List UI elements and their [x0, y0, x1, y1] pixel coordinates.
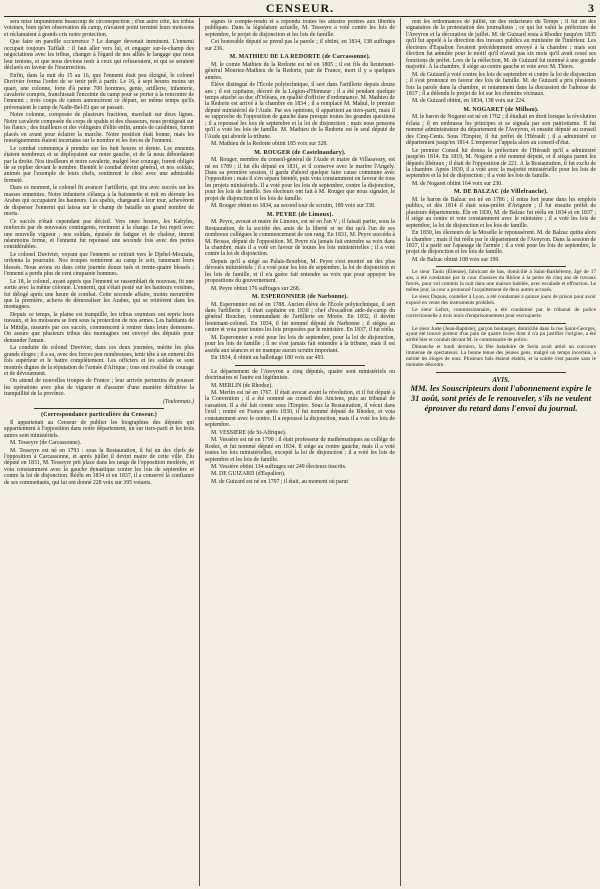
news-item: Le sieur Tanin (Étienne), fabricant de bas, domicilié à Saint-Barthélemy, âgé de 17 ans, a été condamné par la cour d'assises du Rhône à la peine de cinq ans de travaux forcés, pour vol commis la nuit dans une maison habitée, avec escalade et effraction. Le même jour, la cour a prononcé l'acquittement de deux autres accusés. — [406, 269, 596, 294]
article-paragraph: M. MERLIN (de Rhodez). — [211, 382, 273, 389]
deputy-heading: M. PEYRE (de Limoux). — [266, 211, 334, 218]
source-signature: (Toulonnais.) — [163, 398, 194, 405]
column-divider — [400, 18, 401, 886]
notice-text: MM. les Souscripteurs dont l'abonnement expire le 31 août, sont priés de le renouveler, s'ils ne veulent éprouver du retard dans l'envoi du journal. — [410, 383, 592, 413]
article-paragraph: sera mise impunément beaucoup de circonspection ; d'un autre côté, les tribus voisines, bien qu'en observation du camp, n'avaient point terminé leurs moissons et réclamaient à grands cris notre protection. — [4, 19, 194, 38]
deputy-heading: M. NOGARET (de Milhau). — [463, 106, 539, 113]
vote-result: M. de Guizard obtint, en 1834, 138 voix sur 224. — [412, 98, 526, 105]
subscription-notice — [406, 377, 596, 413]
news-item: Le sieur Dupuis, coutelier à Lyon, a été condamné à quinze jours de prison pour avoir exposé en vente des instruments prohibés. — [406, 293, 596, 306]
article-paragraph: Notre colonne, composée de plusieurs fractions, marchait sur deux lignes. Notre cavalerie composée du corps de spahis et des chasseurs, nous protégeait sur les flancs ; des tirailleurs et des voltigeurs d'élite enfin, armés de carabines, furent placés en avant pour éclairer la marche. Notre position était bonne, mais les renseignements étaient incertains sur le nombre et les forces de l'ennemi. — [4, 112, 194, 145]
article-paragraph: Ce succès n'était cependant pas décisif. Vers onze heures, les Kabyles, renforcés par de nouveaux contingents, revinrent à la charge. Le feu reprit avec une nouvelle vigueur ; nos soldats, épuisés de fatigue et de chaleur, tinrent néanmoins ferme, et l'ennemi fut repoussé une seconde fois avec des pertes considérables. — [4, 218, 194, 251]
article-paragraph: M. Vessière est né en 1790 ; il était professeur de mathématiques au collége de Rodez, et fut nommé député en 1834. Il siége au centre gauche, mais il a voté toutes les lois ministérielles, excepté la loi de disjonction ; il a voté les lois de septembre et les lois de famille. — [205, 437, 395, 463]
page-number: 3 — [588, 1, 594, 15]
biography-paragraph: Le premier Consul lui donna la préfecture de l'Hérault qu'il a administré jusqu'en 1814. En 1819, M. Nogaret a été nommé député, et il siégea parmi les députés libéraux ; il était de l'opposition de 221. À la Restauration, il fut exclu de la chambre. Après 1830, il a voté avec la majorité ministérielle pour les lois de septembre et la loi de disjonction ; il a voté les lois de famille. — [406, 147, 596, 180]
biography-paragraph: M. le baron de Nogaret est né en 1762 ; il étudiait en droit lorsque la révolution éclata ; il en embrassa les principes et se signala par son patriotisme. Il fut nommé administrateur du département de l'Aveyron, et ensuite député au conseil des Cinq-Cents. Sous l'Empire, il fut préfet de l'Hérault ; il a administré ce département jusqu'en 1814. L'empereur l'appela alors au conseil-d'état. — [406, 114, 596, 147]
news-item: Le sieur Lefort, commissionnaire, a été condamné par le tribunal de police correctionnelle à trois mois d'emprisonnement pour escroquerie. — [406, 306, 596, 319]
column-divider — [199, 18, 200, 886]
biography-paragraph: M. le comte Mathieu de la Redorte est né en 1805 ; il est fils du lieutenant-général Mouriez-Mathieu de la Redorte, pair de France, mort il y a quelques années. — [205, 61, 395, 81]
vote-result: M. de Balzac obtint 108 voix sur 199. — [412, 256, 500, 263]
biography-paragraph: En 1830, les électeurs de la Moselle le repoussèrent. M. de Balzac quitta alors la chambre ; mais il fut réélu par le département de l'Aveyron. Dans la session de 1837, il a parlé sur l'apanage de l'armée ; il a voté pour les lois de septembre, le projet de disjonction et les lois de famille. — [406, 230, 596, 256]
news-item: Le sieur Juste (Jean-Baptiste), garçon boulanger, domicilié dans la rue Saint-Georges, ayant été trouvé porteur d'un pain de quatre livres dont il n'a pu justifier l'origine, a été arrêté hier et conduit devant M. le commissaire de police. — [406, 325, 596, 344]
article-paragraph: Le combat commença à prendre sur les huit heures et demie. Les ennemis étaient nombreux et se déployaient sur notre gauche, et de là nous débordaient par la droite. Nos tirailleurs et notre cavalerie, malgré leur courage, furent obligés de se replier devant le nombre. Bientôt le combat devint général, et nos soldats, animés par l'exemple de leurs chefs, soutinrent le choc avec une admirable fermeté. — [4, 145, 194, 184]
article-paragraph: rent les ordonnances de juillet, un des rédacteurs du Temps ; il fut un des signataires de la protestation des journalistes ; ce qui lui valut la préfecture de l'Aveyron et la décoration de juillet. M. de Guizard resta à Rhodez jusqu'en 1835 qu'il fut appelé à la direction des travaux publics au ministère de l'intérieur. Les électeurs d'Espalion l'avaient précédemment envoyé à la chambre ; mais son élection fut annulée pour le motif qu'il n'avait pas six mois qu'il avait cessé ses fonctions de préfet. Lors de la réélection, M. de Guizard fut nommé à une grande majorité. À la chambre, il siége au centre gauche et vote avec M. Thiers. — [406, 19, 596, 71]
article-paragraph: Le département de l'Aveyron a cinq députés, quatre sont ministériels ou doctrinaires et l'autre est légitimiste. — [205, 368, 395, 382]
separator — [436, 266, 566, 267]
article-paragraph: La conduite du colonel Duvivier, dans ces deux journées, mérite les plus grands éloges ; il a su, avec des forces peu nombreuses, tenir tête à un ennemi dix fois supérieur et le battre complétement. Les officiers et les soldats se sont montrés dignes de la réputation de l'armée d'Afrique ; tous ont rivalisé de courage et de dévouement. — [4, 345, 194, 378]
news-item: Dimanche et lundi derniers, la fête baladoire de Serin avait attiré un concours immense de spectateurs. La bonne tenue des jeunes gens, malgré un temps incertain, a mérité les éloges de tous. Plusieurs bals étaient établis, et la soirée s'est passée sans le moindre désordre. — [406, 344, 596, 368]
notice-title: AVIS. — [492, 375, 510, 384]
column-2 — [205, 19, 395, 885]
article-paragraph: Dans ce moment, le colonel fit avancer l'artillerie, qui tira avec succès sur les masses ennemies. Notre infanterie s'élança à la baïonnette et mit en déroute les Arabes qui occupaient les hauteurs. Les spahis, chargeant à leur tour, achevèrent de disperser l'ennemi qui laissa sur le champ de bataille un grand nombre de morts. — [4, 185, 194, 218]
correspondence-paragraph: M. Tesseyre (de Carcassonne). — [10, 440, 82, 447]
column-3 — [406, 19, 596, 885]
header-rule — [4, 16, 596, 17]
article-paragraph: Cet honorable député se prend pas la parole ; il obtint, en 1834, 138 suffrages sur 236. — [205, 39, 395, 52]
biography-paragraph: M. Esperonnier est né en 1788. Ancien élève de l'École polytechnique, il sert dans l'artillerie ; il était capitaine en 1830 ; chef d'escadron aide-de-camp du général Boucher, commandant de l'artillerie en Morée. En 1832, il devint lieutenant-colonel. En 1834, il fut nommé député de Narbonne ; il siégea au centre et vota pour toutes les lois proposées par le ministère. En 1837, il fut réélu. — [205, 301, 395, 334]
biography-paragraph: M. Rouger, membre du conseil-général de l'Aude et maire de Villasavary, est né en 1789 ; il fut élu député en 1831, et il conserve avec le marbre l'Angely. Dans sa première session, il garda d'abord quelque faire cause commune avec l'opposition ; mais il s'en sépara bientôt, puis vota constamment en faveur de tous les projets ministériels. Il a voté pour les lois de septembre, contre la disjonction, pour les lois de famille. Ses électeurs ont fait à M. Rouger que nous signaler, le projet de disjonction et les lois de famille. — [205, 157, 395, 202]
biography-paragraph: M. Esperonnier a voté pour les lois de septembre, pour la loi de disjonction, pour les lois de famille ; il ne s'est jamais fait entendre à la tribune, mais il est assidu aux séances et ne manque aucun scrutin important. — [205, 334, 395, 354]
separator — [235, 365, 365, 366]
column-1 — [4, 19, 194, 885]
separator — [436, 323, 566, 324]
vote-result: M. de Nogaret obtint 164 voix sur 230. — [412, 180, 503, 187]
article-paragraph: M. Vessière obtint 134 suffrages sur 249 électeurs inscrits. — [211, 464, 347, 470]
article-paragraph: On attend de nouvelles troupes de France ; leur arrivée permettra de pousser les opérations avec plus de vigueur et d'assurer d'une manière définitive la tranquillité de la province. — [4, 378, 194, 398]
newspaper-title: CENSEUR. — [265, 1, 335, 15]
correspondence-paragraph: M. Tesseyre est né en 1793 : sous la Restauration, il fut un des chefs de l'opposition à Carcassonne, et après juillet il devint maire de cette ville. Élu député en 1831, M. Tesseyre prit place dans les rangs de l'opposition modérée, et vota constamment avec la gauche dynastique contre les lois de septembre et contre la loi de disjonction. Réélu en 1834 et en 1837, il a conservé la confiance de ses commettants, qui lui ont donné 228 voix sur 395 votants. — [4, 447, 194, 486]
vote-result: M. Mathieu de la Redorte obtint 185 voix sur 328. — [211, 141, 328, 148]
deputy-heading: M. ROUGER (de Castelnaudary). — [254, 149, 346, 156]
vote-result: En 1834, il obtint au ballottage 180 voix sur 493. — [211, 355, 325, 362]
article-paragraph: M. de Guizard est né en 1797 ; il était, au moment où parut — [211, 478, 348, 485]
deputy-heading: M. DE BALZAC (de Villefranche). — [454, 189, 548, 196]
separator — [436, 372, 566, 373]
article-paragraph: Enfin, dans la nuit du 15 au 16, que l'ennemi était peu éloigné, le colonel Duvivier forma l'ordre de se tenir prêt à partir. Le 16, à sept heures moins un quart, une colonne, forte d'à peine 700 hommes, genie, artillerie, infanterie, cavalerie compris, franchissait l'enceinte du camp pour se porter à la rencontre de l'ennemi ; trois coups de canon annoncèrent ce départ, en même temps qu'ils prévenaient le camp de Nadir-Bel-Ei que se passait. — [4, 72, 194, 111]
vote-result: M. Peyre obtint 176 suffrages sur 268. — [211, 285, 301, 292]
article-paragraph: M. Merlin est né en 1767. Il était avocat avant la révolution, et il fut député à la Convention ; il a été nommé au conseil des Anciens, puis au tribunal de cassation. Il a été fait comte sous l'Empire. Sous la Restauration, il vécut dans l'exil ; rentré en France après 1830, il fut nommé député de Rhodez, et vota constamment avec le centre. Il a repoussé la disjonction, mais il a voté les lois de septembre. — [205, 390, 395, 429]
article-paragraph: M. VESSIERE (de St-Affrique). — [211, 429, 287, 436]
vote-result: M. Rouger obtint en 1834, au second tour de scrutin, 189 voix sur 338. — [211, 203, 376, 210]
article-paragraph: Le 18, le colonel, ayant appris que l'ennemi se rassemblait de nouveau, fit une sortie avec la même colonne. L'ennemi, qui s'était posté sur les hauteurs voisines, fut délogé après une heure de combat. Cette seconde affaire, moins meurtrière que la première, acheva de démoraliser les Arabes, qui se retirèrent dans les montagnes. — [4, 278, 194, 311]
correspondence-heading: (Correspondance particulière du Censeur.) — [41, 412, 157, 419]
article-paragraph: signés le compte-rendu et a répondu toutes les attestes portées aux libertés publiques. Dans la législature actuelle, M. Tesseyre a voté contre les lois de septembre, le projet de disjonction et les lois de famille. — [205, 19, 395, 38]
deputy-heading: M. MATHIEU DE LA REDORTE (de Carcassonne). — [229, 54, 371, 61]
separator — [34, 408, 164, 409]
biography-paragraph: M. Peyre, avocat et maire de Limoux, est né en l'an V ; il faisait partie, sous la Restauration, de la société des amis de la liberté et ne dut qu'à l'un de ses nombreux collègues le commencement de son rang. En 1831, M. Peyre succéda à M. Brosse, député de l'opposition. M. Peyre n'a jamais fait entendre sa voix dans la chambre, mais il a voté en faveur de toutes les lois ministérielles ; il a voté contre la loi de disjonction. — [205, 219, 395, 258]
biography-paragraph: M. le baron de Balzac est né en 1786 ; il entra fort jeune dans les emplois publics, et dès 1814 il était sous-préfet d'Avignon ; il fut ensuite préfet de plusieurs départements. Élu en 1830, M. de Balzac fut réélu en 1834 et en 1837 ; il siége au centre et vote constamment avec le ministère ; il a voté les lois de septembre, la loi de disjonction et les lois de famille. — [406, 196, 596, 229]
biography-paragraph: Depuis qu'il a siégé au Palais-Bourbon, M. Peyre s'est montré un des plus dévoués ministériels ; il a voté pour les lois de septembre, la loi de disjonction et les lois de famille, et il n'a guère fait entendre sa voix que pour appuyer les propositions du gouvernement. — [205, 258, 395, 285]
correspondence-paragraph: Il appartenait au Censeur de publier les biographies des députés qui appartiennent à l'opposition dans notre département, un sur tiers-parti et les trois autres sont ministériels. — [4, 419, 194, 439]
biography-paragraph: Élève distingué de l'École polytechnique, il sert dans l'artillerie depuis douze ans ; il est capitaine, décoré de la Légion-d'Honneur ; il a été pendant quelque temps attaché au duc d'Orléans, en qualité d'officier d'ordonnance. M. Mathieu de la Redorte est arrivé à la chambre en 1834 ; il a remplacé M. Mahul, le premier député ministériel de l'Aude. Par ses opinions, il appartient au tiers-parti, mais il se rapproche de l'opposition de gauche dans presque toutes les grandes questions ; il a repoussé les lois de septembre et la loi de disjonction ; mais nous pensons qu'il a voté les lois de famille. M. Mathieu de la Redorte est le seul député de l'Aude qui aborde la tribune. — [205, 82, 395, 140]
article-paragraph: Depuis ce temps, la plaine est tranquille, les tribus soumises ont repris leurs travaux, et les moissons se font sous la protection de nos armes. Les habitants de la Mitidja, rassurés par ces succès, commencent à rentrer dans leurs demeures. On assure que plusieurs tribus des montagnes ont envoyé des députés pour demander l'aman. — [4, 311, 194, 344]
masthead — [0, 0, 600, 16]
article-paragraph: Le colonel Duvivier, voyant que l'ennemi se retirait vers le Djebel-Mouzaïa, ordonna la poursuite. Nos troupes rentrèrent au camp le soir, ramenant leurs blessés. Nous avons eu dans cette journée douze tués et trente-quatre blessés ; l'ennemi a perdu plus de cent cinquante hommes. — [4, 251, 194, 278]
article-paragraph: M. de Guizard a voté contre les lois de septembre et contre la loi de disjonction ; il s'est prononcé en faveur des lois de famille. M. de Guizard a pris plusieurs fois la parole dans la chambre, et notamment dans la discussion de l'adresse de 1837 ; il a défendu le projet de loi sur les chemins vicinaux. — [406, 71, 596, 97]
deputy-heading: M. ESPERONNIER (de Narbonne). — [251, 294, 349, 301]
article-paragraph: M. DE GUIZARD (d'Espalion). — [211, 471, 286, 478]
article-paragraph: Que faire en pareille occurrence ? Le danger devenait imminent. L'ennemi occupait toujours Tafilalt : il faut aller vers lui, et engager sur-le-champ des négociations avec les tribus, changer à l'égard de nos alliés le langage que nous leur tenions, et que nous devions tenir à ceux qui refuseraient, et qui se seraient déclarés en faveur de l'insurrection. — [4, 39, 194, 72]
